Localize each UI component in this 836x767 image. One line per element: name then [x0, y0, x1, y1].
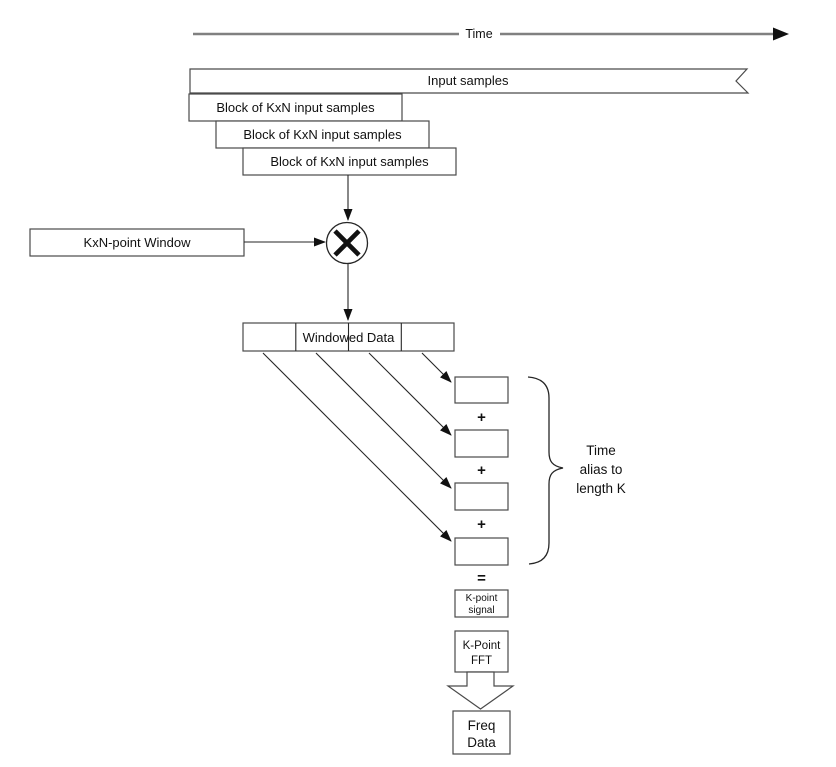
windowed-data-box: [243, 323, 454, 351]
time-axis-arrowhead-icon: [773, 28, 789, 41]
windowed-data-label: Windowed Data: [302, 330, 395, 345]
kpoint-signal-line1: K-point: [465, 593, 498, 604]
input-block-1: [189, 94, 402, 121]
alias-register-4: [455, 538, 508, 565]
fold-arrow-segment3: [369, 353, 451, 435]
alias-brace-icon: [528, 377, 563, 564]
freq-data-box: [453, 711, 510, 754]
equals-operator: =: [477, 570, 486, 587]
window-box: [30, 229, 244, 256]
freq-data-line2: Data: [467, 735, 496, 750]
alias-note-line1: Time: [586, 443, 616, 458]
plus-operator-3: +: [477, 516, 486, 533]
kpoint-fft-line1: K-Point: [462, 640, 501, 652]
input-samples-strip: [190, 69, 748, 93]
freq-data-line1: Freq: [467, 718, 496, 733]
time-axis-label: Time: [465, 27, 493, 41]
kpoint-signal-line2: signal: [468, 605, 495, 616]
input-block-3: [243, 148, 456, 175]
alias-note-line3: length K: [576, 481, 626, 496]
plus-operator-1: +: [477, 409, 486, 426]
alias-register-1: [455, 377, 508, 403]
plus-operator-2: +: [477, 462, 486, 479]
multiply-icon: [327, 223, 368, 264]
kpoint-fft-box: [455, 631, 508, 672]
kpoint-fft-line2: FFT: [470, 655, 493, 667]
time-axis: [193, 26, 789, 42]
fold-arrow-segment4: [422, 353, 451, 382]
input-block-2: [216, 121, 429, 148]
alias-register-2: [455, 430, 508, 457]
input-samples-label: Input samples: [427, 73, 509, 88]
alias-note-line2: alias to: [579, 462, 623, 477]
alias-note: [576, 443, 626, 496]
fold-arrow-segment2: [316, 353, 451, 488]
kpoint-signal-box: [455, 590, 508, 617]
window-box-label: KxN-point Window: [83, 235, 191, 250]
input-block-2-label: Block of KxN input samples: [243, 127, 402, 142]
input-block-1-label: Block of KxN input samples: [216, 100, 375, 115]
block-arrow-down-icon: [448, 672, 513, 709]
alias-register-3: [455, 483, 508, 510]
input-block-3-label: Block of KxN input samples: [270, 154, 429, 169]
fold-arrow-segment1: [263, 353, 451, 541]
